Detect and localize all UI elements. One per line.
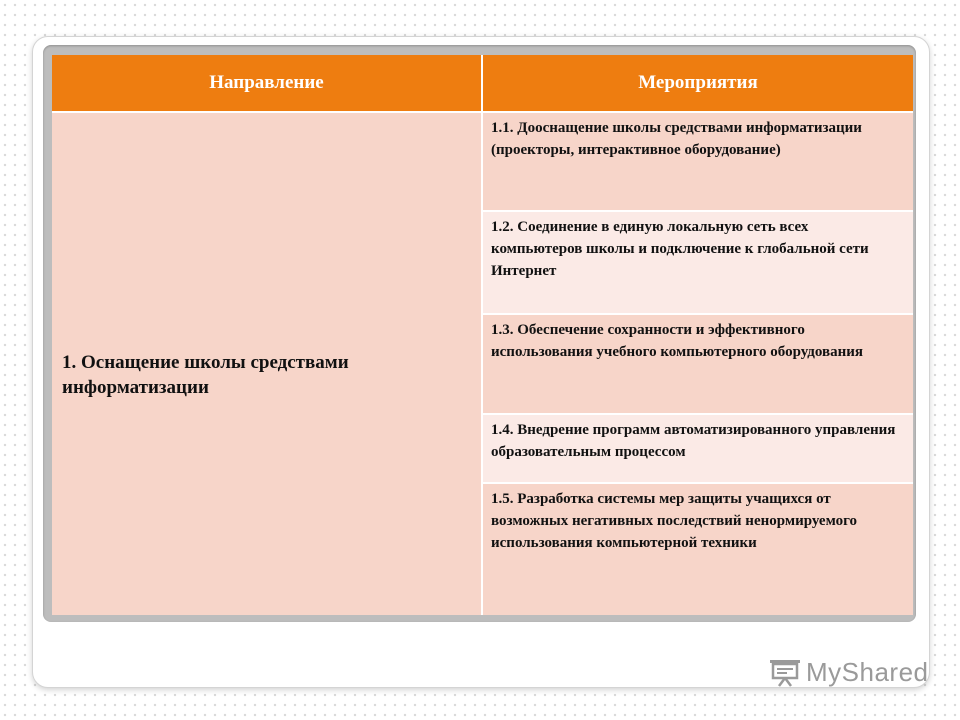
activity-row-5: 1.5. Разработка системы мер защиты учащихся от возможных негативных последствий ненормируемого использования компьютерной техники [483, 484, 913, 615]
activities-table [52, 55, 913, 615]
activity-row-2: 1.2. Соединение в единую локальную сеть всех компьютеров школы и подключение к глобальной сети Интернет [483, 212, 913, 313]
header-direction: Направление [52, 55, 481, 111]
activity-row-3: 1.3. Обеспечение сохранности и эффективного использования учебного компьютерного оборудования [483, 315, 913, 413]
watermark-text: MyShared [806, 656, 929, 687]
header-activities: Мероприятия [483, 55, 913, 111]
activity-row-4: 1.4. Внедрение программ автоматизированного управления образовательным процессом [483, 415, 913, 482]
watermark-logo [768, 656, 929, 688]
activity-row-1: 1.1. Дооснащение школы средствами информатизации (проекторы, интерактивное оборудование) [483, 113, 913, 210]
direction-cell [52, 113, 481, 615]
direction-text: 1. Оснащение школы средствами информатизации [62, 352, 349, 398]
presentation-icon [768, 657, 802, 687]
